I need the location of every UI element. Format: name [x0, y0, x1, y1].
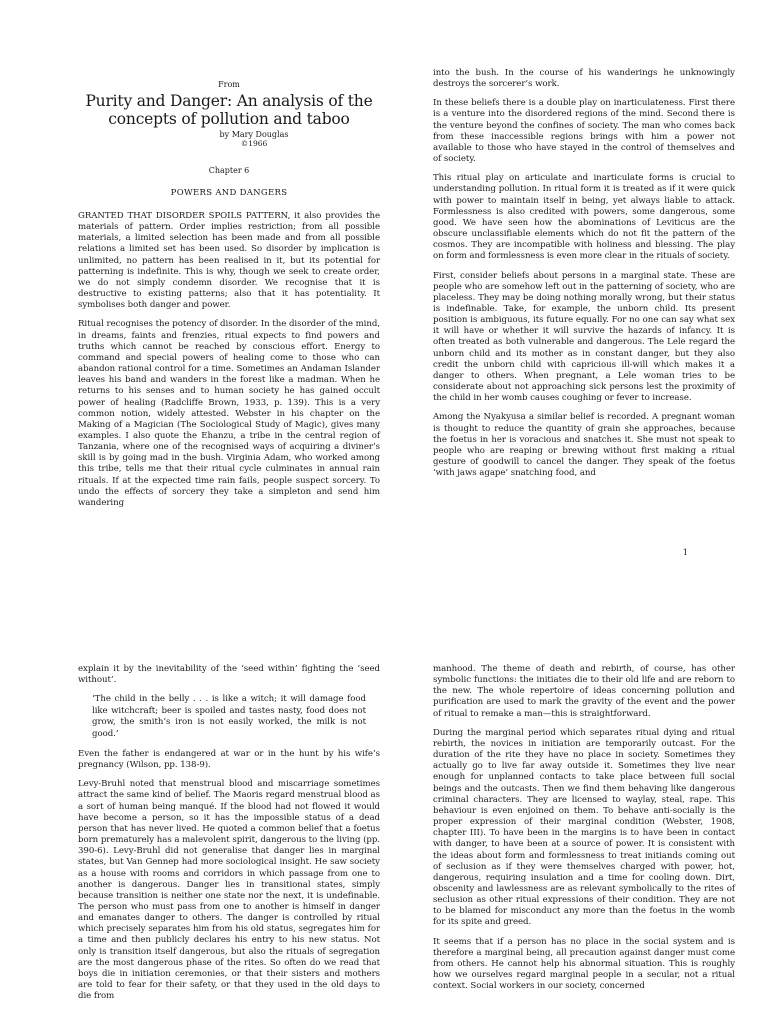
copyright-year: ©1966	[240, 139, 268, 148]
paragraph: It seems that if a person has no place in the social system and is therefore a marginal being, all precaution against danger must come from others. He cannot help his abnormal situation. This is roughly how we ourselves regard marginal people in a secular, not a ritual context. Social workers in our society, concerned	[433, 936, 735, 992]
page-1-left-column	[78, 80, 380, 517]
page-2-right-column	[433, 664, 735, 1000]
author: by Mary Douglas	[219, 130, 289, 139]
paragraph: into the bush. In the course of his wanderings he unknowingly destroys the sorcerer’s work.	[433, 68, 735, 90]
paragraph: This ritual play on articulate and inarticulate forms is crucial to understanding pollution. In ritual form it is treated as if it were quick with power to maintain itself in being, yet always liable to attack. Formlessness is also credited with powers, some dangerous, some good. We have seen how the abominations of Leviticus are the obscure unclassifiable elements which do not fit the pattern of the cosmos. They are incompatible with holiness and blessing. The play on form and formlessness is even more clear in the rituals of society.	[433, 173, 735, 262]
page-2-left-column	[78, 664, 380, 1010]
page-1-right-column	[433, 68, 735, 487]
paragraph: Levy-Bruhl noted that menstrual blood and miscarriage sometimes attract the same kind of belief. The Maoris regard menstrual blood as a sort of human being manqué. If the blood had not flowed it would have become a person, so it has the impossible status of a dead person that has never lived. He quoted a common belief that a foetus born prematurely has a malevolent spirit, dangerous to the living (pp. 390-6). Levy-Bruhl did not generalise that danger lies in marginal states, but Van Gennep had more sociological insight. He saw society as a house with rooms and corridors in which passage from one to another is dangerous. Danger lies in transitional states, simply because transition is neither one state nor the next, it is undefinable. The person who must pass from one to another is himself in danger and emanates danger to others. The danger is controlled by ritual which precisely separates him from his old status, segregates him for a time and then publicly declares his entry to his new status. Not only is transition itself dangerous, but also the rituals of segregation are the most dangerous phase of the rites. So often do we read that boys die in initiation ceremonies, or that their sisters and mothers are told to fear for their safety, or that they used in the old days to die from	[78, 779, 380, 1002]
paragraph: manhood. The theme of death and rebirth, of course, has other symbolic functions: the initiates die to their old life and are reborn to the new. The whole repertoire of ideas concerning pollution and purification are used to mark the gravity of the event and the power of ritual to remake a man—this is straightforward.	[433, 664, 735, 719]
document-title: Purity and Danger: An analysis of the concepts of pollution and taboo	[85, 92, 373, 128]
paragraph: Among the Nyakyusa a similar belief is recorded. A pregnant woman is thought to reduce the quantity of grain she approaches, because the foetus in her is voracious and snatches it. She must not speak to people who are reaping or brewing without first making a ritual gesture of goodwill to cancel the danger. They speak of the foetus ‘with jaws agape’ snatching food, and	[433, 412, 735, 479]
paragraph: During the marginal period which separates ritual dying and ritual rebirth, the novices in initiation are temporarily outcast. For the duration of the rite they have no place in society. Sometimes they actually go to live far away outside it. Sometimes they live near enough for unplanned contacts to take place between full social beings and the outcasts. Then we find them behaving like dangerous criminal characters. They are licensed to waylay, steal, rape. This behaviour is even enjoined on them. To behave anti-socially is the proper expression of their marginal condition (Webster, 1908, chapter III). To have been in the margins is to have been in contact with danger, to have been at a source of power. It is consistent with the ideas about form and formlessness to treat initiands coming out of seclusion as if they were themselves charged with power, hot, dangerous, requiring insulation and a time for cooling down. Dirt, obscenity and lawlessness are as relevant symbolically to the rites of seclusion as other ritual expressions of their condition. They are not to be blamed for misconduct any more than the foetus in the womb for its spite and greed.	[433, 727, 735, 928]
source-label: From	[218, 80, 240, 89]
paragraph: In these beliefs there is a double play on inarticulateness. First there is a venture into the disordered regions of the mind. Second there is the venture beyond the confines of society. The man who comes back from these inaccessible regions brings with him a power not available to those who have stayed in the control of themselves and of society.	[433, 98, 735, 165]
page-2	[0, 612, 768, 1024]
block-quote: ‘The child in the belly . . . is like a witch; it will damage food like witchcraft; beer is spoiled and tastes nasty, food does not grow, the smith’s iron is not easily worked, the milk is not good.’	[92, 694, 366, 739]
paragraph: GRANTED THAT DISORDER SPOILS PATTERN, it also provides the materials of pattern. Order implies restriction; from all possible materials, a limited selection has been made and from all possible relations a limited set has been used. So disorder by implication is unlimited, no pattern has been realised in it, but its potential for patterning is indefinite. This is why, though we seek to create order, we do not simply condemn disorder. We recognise that it is destructive to existing patterns; also that it has potentiality. It symbolises both danger and power.	[78, 211, 380, 311]
paragraph: Even the father is endangered at war or in the hunt by his wife’s pregnancy (Wilson, pp. 138-9).	[78, 748, 380, 771]
page-number: 1	[682, 548, 688, 557]
chapter-label: Chapter 6	[208, 166, 250, 175]
paragraph: explain it by the inevitability of the ‘seed within’ fighting the ‘seed without’.	[78, 664, 380, 686]
section-title: POWERS AND DANGERS	[170, 188, 288, 198]
paragraph: First, consider beliefs about persons in a marginal state. These are people who are somehow left out in the patterning of society, who are placeless. They may be doing nothing morally wrong, but their status is indefinable. Take, for example, the unborn child. Its present position is ambiguous, its future equally. For no one can say what sex it will have or whether it will survive the hazards of infancy. It is often treated as both vulnerable and dangerous. The Lele regard the unborn child and its mother as in constant danger, but they also credit the unborn child with capricious ill-will which makes it a danger to others. When pregnant, a Lele woman tries to be considerate about not approaching sick persons lest the proximity of the child in her womb causes coughing or fever to increase.	[433, 270, 735, 404]
paragraph: Ritual recognises the potency of disorder. In the disorder of the mind, in dreams, faints and frenzies, ritual expects to find powers and truths which cannot be reached by conscious effort. Energy to command and special powers of healing come to those who can abandon rational control for a time. Sometimes an Andaman Islander leaves his band and wanders in the forest like a madman. When he returns to his senses and to human society he has gained occult power of healing (Radcliffe Brown, 1933, p. 139). This is a very common notion, widely attested. Webster in his chapter on the Making of a Magician (The Sociological Study of Magic), gives many examples. I also quote the Ehanzu, a tribe in the central region of Tanzania, where one of the recognised ways of acquiring a diviner’s skill is by going mad in the bush. Virginia Adam, who worked among this tribe, tells me that their ritual cycle culminates in annual rain rituals. If at the expected time rain fails, people suspect sorcery. To undo the effects of sorcery they take a simpleton and send him wandering	[78, 319, 380, 508]
